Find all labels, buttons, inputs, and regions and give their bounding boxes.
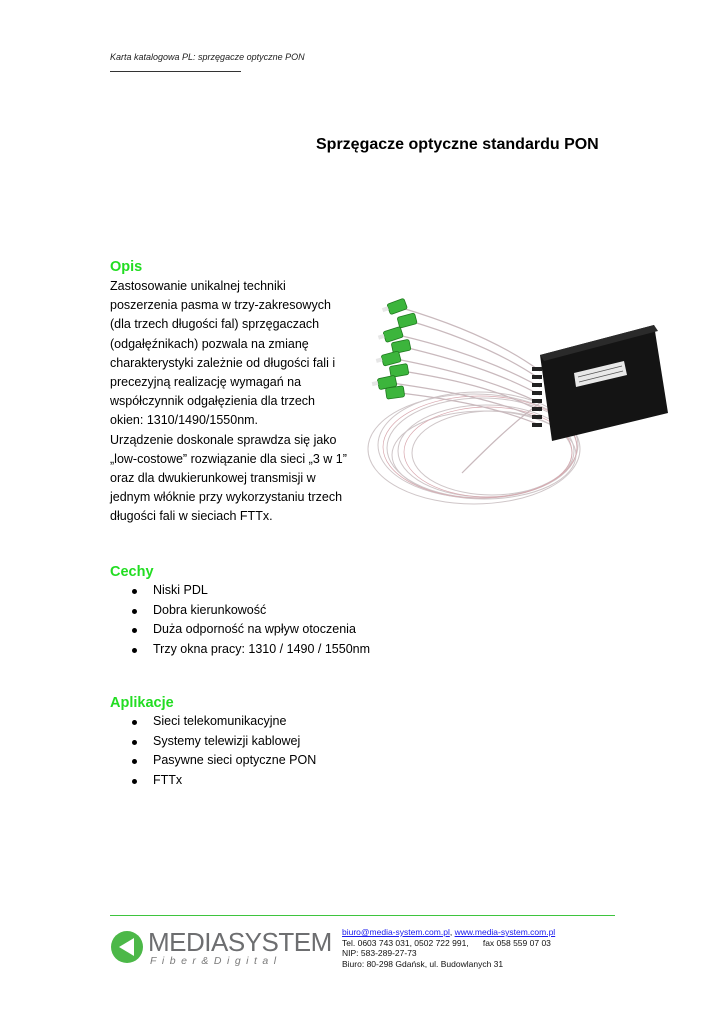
- list-item: Pasywne sieci optyczne PON: [110, 751, 316, 771]
- description-line: precezyjną realizację wymagań na: [110, 375, 302, 390]
- description-text: [110, 277, 370, 527]
- contact-block: [342, 927, 555, 969]
- header-divider: [110, 71, 241, 72]
- page-header-text: Karta katalogowa PL: sprzęgacze optyczne PON: [110, 52, 305, 62]
- description-heading: Opis: [110, 259, 143, 275]
- page-title: Sprzęgacze optyczne standardu PON: [316, 136, 599, 153]
- features-heading: Cechy: [110, 564, 154, 580]
- description-line: długości fali w sieciach FTTx.: [110, 509, 273, 524]
- description-line: (dla trzech długości fal) sprzęgaczach: [110, 317, 320, 332]
- mediasystem-logo: [110, 927, 332, 969]
- description-line: oraz dla dwukierunkowej transmisji w: [110, 471, 316, 486]
- description-line: współczynnik odgałęzienia dla trzech: [110, 394, 315, 409]
- logo-wordmark: [148, 927, 332, 957]
- logo-word-system: SYSTEM: [227, 927, 332, 957]
- features-list: [110, 581, 370, 659]
- contact-address: Biuro: 80-298 Gdańsk, ul. Budowlanych 31: [342, 958, 504, 969]
- description-line: charakterystyki zależnie od długości fali i: [110, 355, 336, 370]
- website-link[interactable]: www.media-system.com.pl: [454, 927, 556, 937]
- description-line: jednym włóknie przy wykorzystaniu trzech: [110, 490, 343, 505]
- list-item: Systemy telewizji kablowej: [110, 732, 316, 752]
- description-line: „low-costowe” rozwiązanie dla sieci „3 w 1”: [110, 451, 347, 466]
- list-item: Trzy okna pracy: 1310 / 1490 / 1550nm: [110, 640, 370, 660]
- description-line: Urządzenie doskonale sprawdza się jako: [110, 432, 337, 447]
- description-line: poszerzenia pasma w trzy-zakresowych: [110, 298, 331, 313]
- contact-nip: NIP: 583-289-27-73: [342, 948, 417, 958]
- footer-divider: [110, 915, 615, 916]
- list-item: Dobra kierunkowość: [110, 601, 370, 621]
- applications-heading: Aplikacje: [110, 695, 174, 711]
- email-link[interactable]: biuro@media-system.com.pl: [342, 927, 450, 937]
- logo-word-media: MEDIA: [148, 927, 228, 957]
- list-item: FTTx: [110, 771, 316, 791]
- logo-tagline: Fiber&Digital: [150, 955, 282, 967]
- description-line: okien: 1310/1490/1550nm.: [110, 413, 259, 428]
- list-item: Duża odporność na wpływ otoczenia: [110, 620, 370, 640]
- product-photo: [362, 263, 673, 511]
- contact-phone: Tel. 0603 743 031, 0502 722 991, fax 058 559 07 03: [342, 937, 551, 948]
- logo-mark-icon: [110, 930, 144, 964]
- applications-list: [110, 712, 316, 790]
- list-item: Sieci telekomunikacyjne: [110, 712, 316, 732]
- description-line: Zastosowanie unikalnej techniki: [110, 279, 286, 293]
- description-line: (odgałęźnikach) pozwala na zmianę: [110, 336, 309, 351]
- contact-separator: ,: [449, 927, 453, 937]
- contact-links: [342, 927, 555, 938]
- list-item: Niski PDL: [110, 581, 370, 601]
